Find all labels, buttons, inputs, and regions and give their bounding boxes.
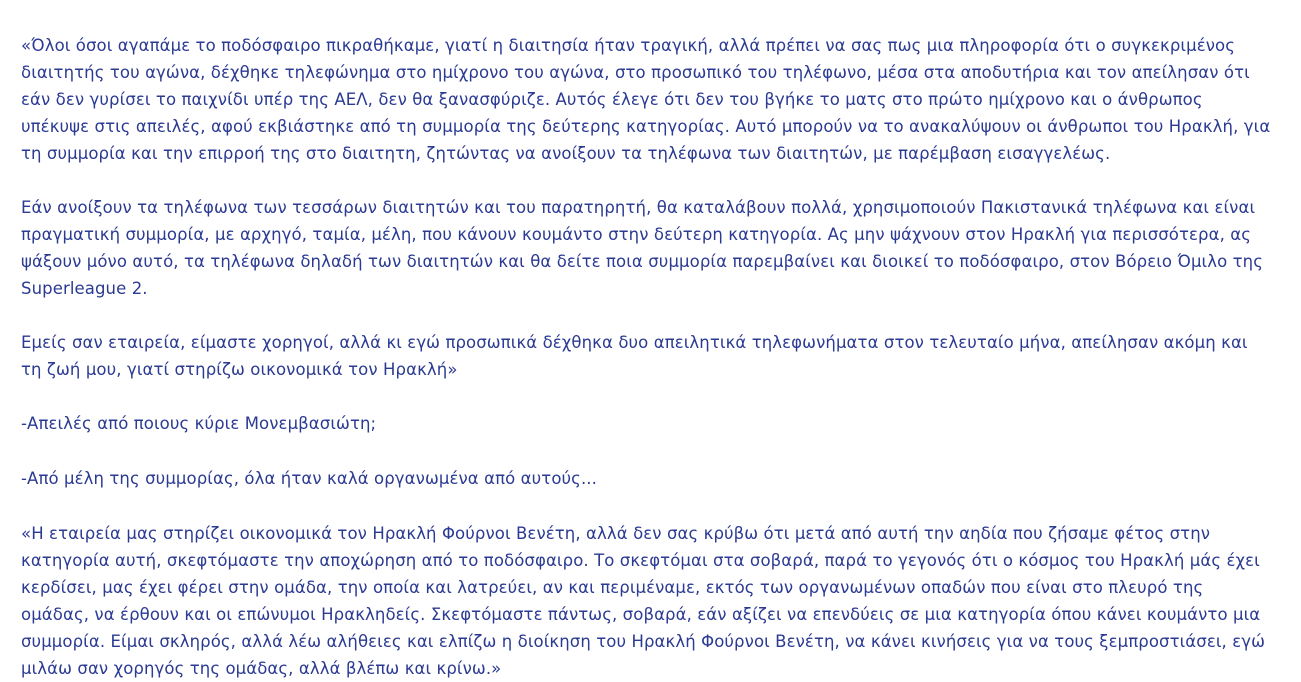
article-paragraph-quote-1: «Όλοι όσοι αγαπάμε το ποδόσφαιρο πικραθήκαμε, γιατί η διαιτησία ήταν τραγική, αλλά πρέπει να σας πως μια πληροφορία ότι ο συγκεκριμένος διαιτητής του αγώνα, δέχθηκε τηλεφώνημα στο ημίχρονο του αγώνα, στο προσωπικό του τηλέφωνο, μέσα στα αποδυτήρια και τον απείλησαν ότι εάν δεν γυρίσει το παιχνίδι υπέρ της ΑΕΛ, δεν θα ξανασφύριζε. Αυτός έλεγε ότι δεν του βγήκε το ματς στο πρώτο ημίχρονο και ο άνθρωπος υπέκυψε στις απειλές, αφού εκβιάστηκε από τη συμμορία της δεύτερης κατηγορίας. Αυτό μπορούν να το ανακαλύψουν οι άνθρωποι του Ηρακλή, για τη συμμορία και την επιρροή της στο διαιτητη, ζητώντας να ανοίξουν τα τηλέφωνα των διαιτητών, με παρέμβαση εισαγγελέως. (21, 36, 1271, 163)
article-paragraph-quote-2: Εάν ανοίξουν τα τηλέφωνα των τεσσάρων διαιτητών και του παρατηρητή, θα καταλάβουν πολλά, χρησιμοποιούν Πακιστανικά τηλέφωνα και είναι πραγματική συμμορία, με αρχηγό, ταμία, μέλη, που κάνουν κουμάντο στην δεύτερη κατηγορία. Ας μην ψάχνουν στον Ηρακλή για περισσότερα, ας ψάξουν μόνο αυτό, τα τηλέφωνα δηλαδή των διαιτητών και θα δείτε ποια συμμορία παρεμβαίνει και διοικεί το ποδόσφαιρο, στον Βόρειο Όμιλο της Superleague 2. (21, 198, 1264, 298)
article-paragraph-interview-answer: -Από μέλη της συμμορίας, όλα ήταν καλά οργανωμένα από αυτούς... (21, 469, 597, 488)
article-paragraph-quote-4: «Η εταιρεία μας στηρίζει οικονομικά τον Ηρακλή Φούρνοι Βενέτη, αλλά δεν σας κρύβω ότι μετά από αυτή την αηδία που ζήσαμε φέτος στην κατηγορία αυτή, σκεφτόμαστε την αποχώρηση από το ποδόσφαιρο. Το σκεφτόμαι στα σοβαρά, παρά το γεγονός ότι ο κόσμος του Ηρακλή μάς έχει κερδίσει, μας έχει φέρει στην ομάδα, την οποία και λατρεύει, αν και περιμέναμε, εκτός των οργανωμένων οπαδών που είναι στο πλευρό της ομάδας, να έρθουν και οι επώνυμοι Ηρακληδείς. Σκεφτόμαστε πάντως, σοβαρά, εάν αξίζει να επενδύεις σε μια κατηγορία όπου κάνει κουμάντο μια συμμορία. Είμαι σκληρός, αλλά λέω αλήθειες και ελπίζω η διοίκηση του Ηρακλή Φούρνοι Βενέτη, να κάνει κινήσεις για να τους ξεμπροστιάσει, εγώ μιλάω σαν χορηγός της ομάδας, αλλά βλέπω και κρίνω.» (21, 524, 1266, 678)
article-paragraph-quote-3: Εμείς σαν εταιρεία, είμαστε χορηγοί, αλλά κι εγώ προσωπικά δέχθηκα δυο απειλητικά τηλεφωνήματα στον τελευταίο μήνα, απείλησαν ακόμη και τη ζωή μου, γιατί στηρίζω οικονομικά τον Ηρακλή» (21, 333, 1248, 379)
article-paragraph-interview-question: -Απειλές από ποιους κύριε Μονεμβασιώτη; (21, 414, 377, 433)
